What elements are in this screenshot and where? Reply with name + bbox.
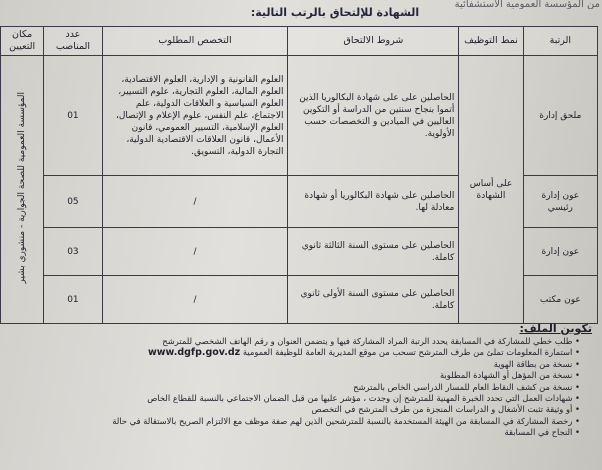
rank-cell: عون مكتب xyxy=(523,276,597,324)
place-cell xyxy=(1,56,44,324)
specialty-cell: / xyxy=(102,176,288,228)
conditions-cell: الحاصلين على مستوى السنة الثالثة ثانوي كاملة. xyxy=(288,228,459,276)
list-item: • طلب خطي للمشاركة في المسابقة يحدد الرتبة المراد المشاركة فيها و يتضمن العنوان و رقم الهاتف الشخصي للمترشح xyxy=(10,336,580,347)
count-cell: 01 xyxy=(44,56,102,176)
col-header-count: عدد المناصب xyxy=(44,27,102,56)
place-text: المؤسسة العمومية للصحة الجوارية - منشوري بشير xyxy=(17,91,28,284)
dossier-title: تكوين الملف: xyxy=(519,322,592,335)
col-header-place: مكان التعيين xyxy=(1,27,44,56)
col-header-conditions: شروط الالتحاق xyxy=(288,27,459,56)
list-item: • النجاح في المسابقة xyxy=(10,427,580,438)
list-item xyxy=(10,347,580,358)
rank-cell: عون إدارة xyxy=(523,228,597,276)
specialty-cell: العلوم القانونية و الإدارية، العلوم الاقتصادية، العلوم المالية، العلوم التجارية، علوم التسيير، العلوم السياسية و العلاقات الدولية، علم الاجتماع، علم النفس، علوم الإعلام و الإتصال، العلوم الإسلامية، التسيير العمومي، قانون الأعمال، قانون العلاقات الاقتصادية الدولية، التجارة الدولية، التسويق. xyxy=(102,56,288,176)
mode-cell: على أساس الشهادة xyxy=(459,56,523,324)
list-item: • أو وثيقة تثبت الأشغال و الدراسات المنجزة من طرف المترشح في التخصص xyxy=(10,404,580,415)
count-cell: 01 xyxy=(44,276,102,324)
section-subtitle: الشهادة للإلتحاق بالرتب التالية: xyxy=(250,6,420,19)
positions-table xyxy=(0,26,598,324)
rank-cell: عون إدارة رئيسي xyxy=(523,176,597,228)
count-cell: 03 xyxy=(44,228,102,276)
top-cut-text: من المؤسسة العمومية الاستشفائية xyxy=(454,0,600,9)
col-header-rank: الرتبة xyxy=(523,27,597,56)
conditions-cell: الحاصلين على على شهادة البكالوريا الذين أتموا بنجاح سنتين من الدراسة أو التكوين العاليين في الميادين و التخصصات حسب الأولوية. xyxy=(288,56,459,176)
list-item: • شهادات العمل التي تحدد الخبرة المهنية للمترشح إن وجدت ، مؤشر عليها من قبل الضمان الاجتماعي بالنسبة للقطاع الخاص xyxy=(10,393,580,404)
list-item: • رخصة المشاركة في المسابقة من الهيئة المستخدمة بالنسبة للمترشحين الذين لهم صفة موظف مع الالتزام الصريح بالاستقالة في حالة xyxy=(10,416,580,427)
col-header-specialty: التخصص المطلوب xyxy=(102,27,288,56)
conditions-cell: الحاصلين على شهادة البكالوريا أو شهادة معادلة لها. xyxy=(288,176,459,228)
list-item: • نسخة من كشف النقاط العام للمسار الدراسي الخاص بالمترشح xyxy=(10,382,580,393)
col-header-mode: نمط التوظيف xyxy=(459,27,523,56)
rank-cell: ملحق إدارة xyxy=(523,56,597,176)
list-item: • نسخة من المؤهل أو الشهادة المطلوبة xyxy=(10,370,580,381)
list-item: • نسخة من بطاقة الهوية xyxy=(10,359,580,370)
dossier-section xyxy=(0,322,598,470)
website-link[interactable]: www.dgfp.gov.dz xyxy=(148,347,241,359)
table-row xyxy=(1,56,598,176)
table-header-row xyxy=(1,27,598,56)
specialty-cell: / xyxy=(102,228,288,276)
specialty-cell: / xyxy=(102,276,288,324)
dossier-list xyxy=(0,336,598,439)
list-item-text: استمارة المعلومات تملئ من طرف المترشح تسحب من موقع المديرية العامة للوظيفة العمومية xyxy=(242,347,573,358)
count-cell: 05 xyxy=(44,176,102,228)
conditions-cell: الحاصلين على مستوى السنة الأولى ثانوي كاملة. xyxy=(288,276,459,324)
